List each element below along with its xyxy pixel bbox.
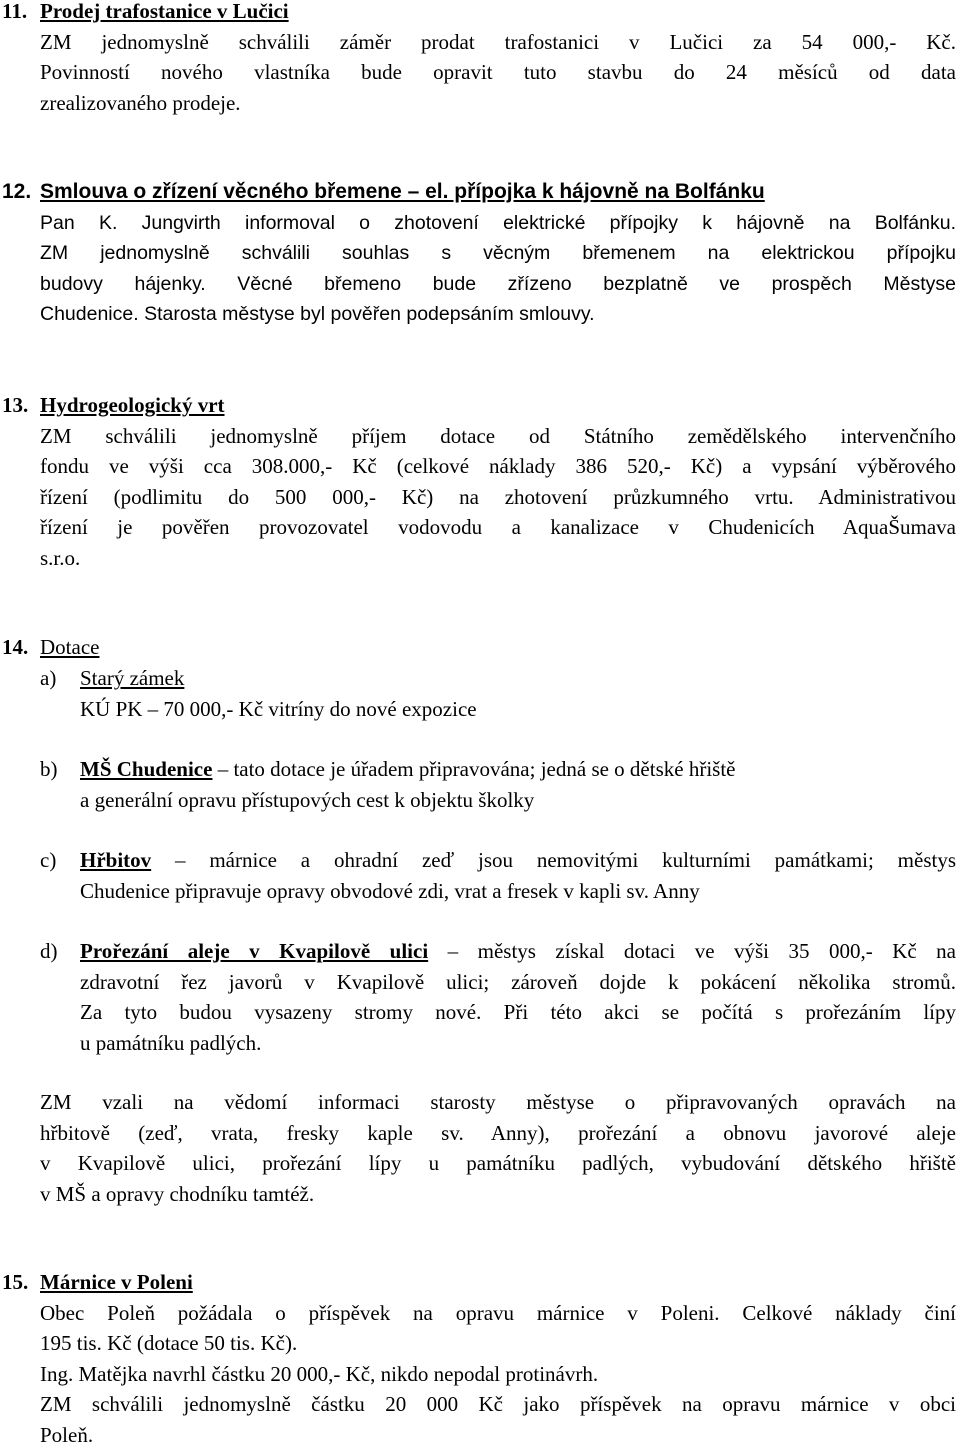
section-title: Prodej trafostanice v Lučici [40,0,289,23]
text-line: Za tyto budou vysazeny stromy nové. Při této akci se počítá s prořezáním lípy [80,997,956,1028]
text-line: KÚ PK – 70 000,- Kč vitríny do nové expozice [80,694,956,725]
text-line: ZM schválili jednomyslně částku 20 000 Kč jako příspěvek na opravu márnice v obci [40,1389,956,1420]
subsection-body [80,754,956,815]
section-15 [0,1267,956,1450]
section-14-heading [0,632,956,663]
subsection-label: d) [40,936,58,967]
section-13 [0,390,956,573]
subsection-c [40,845,956,906]
text-line: ZM vzali na vědomí informaci starosty městyse o připravovaných opravách na [40,1087,956,1118]
section-number: 12. [0,177,40,208]
section-number: 11. [0,0,40,27]
section-11-text [40,27,956,119]
text-line: s.r.o. [40,543,956,574]
text-line: fondu ve výši cca 308.000,- Kč (celkové náklady 386 520,- Kč) a vypsání výběrového [40,451,956,482]
subsection-title: Hřbitov [80,848,151,872]
text-line: v MŠ a opravy chodníku tamtéž. [40,1179,956,1210]
section-13-text [40,421,956,574]
text-line: zdravotní řez javorů v Kvapilově ulici; zároveň dojde k pokácení několika stromů. [80,967,956,998]
text-line: u památníku padlých. [80,1028,956,1059]
section-11-heading [0,0,956,27]
subsection-title: Prořezání aleje v Kvapilově ulici [80,939,428,963]
subsection-label: b) [40,754,58,785]
subsection-label: a) [40,663,56,694]
text-line: v Kvapilově ulici, prořezání lípy u památníku padlých, vybudování dětského hřiště [40,1148,956,1179]
subsection-a [40,663,956,724]
section-title: Dotace [40,635,99,659]
text-line: řízení je pověřen provozovatel vodovodu a kanalizace v Chudenicích AquaŠumava [40,512,956,543]
text-line: budovy hájenky. Věcné břemeno bude zřízeno bezplatně ve prospěch Městyse [40,269,956,300]
text-line: ZM schválili jednomyslně příjem dotace od Státního zemědělského intervenčního [40,421,956,452]
section-15-heading [0,1267,956,1298]
text-line: Pan K. Jungvirth informoval o zhotovení elektrické přípojky k hájovně na Bolfánku. [40,208,956,239]
section-15-text [40,1298,956,1450]
section-12 [0,177,956,330]
section-13-heading [0,390,956,421]
section-title: Hydrogeologický vrt [40,393,225,417]
subsection-label: c) [40,845,56,876]
text-line: a generální opravu přístupových cest k objektu školky [80,785,956,816]
text-line: ZM jednomyslně schválili záměr prodat trafostanici v Lučici za 54 000,- Kč. [40,27,956,58]
section-title: Márnice v Poleni [40,1270,193,1294]
section-number: 14. [0,632,40,663]
summary-text [40,1087,956,1209]
section-11 [0,0,956,118]
text-line: řízení (podlimitu do 500 000,- Kč) na zhotovení průzkumného vrtu. Administrativou [40,482,956,513]
text-line: ZM jednomyslně schválili souhlas s věcným břemenem na elektrickou přípojku [40,238,956,269]
section-number: 13. [0,390,40,421]
text-line: Ing. Matějka navrhl částku 20 000,- Kč, nikdo nepodal protinávrh. [40,1359,956,1390]
section-12-text [40,208,956,330]
section-title: Smlouva o zřízení věcného břemene – el. přípojka k hájovně na Bolfánku [40,180,765,203]
subsection-d [40,936,956,1058]
section-14-summary [0,1087,956,1209]
subsection-body [80,845,956,906]
text-line: – městys získal dotaci ve výši 35 000,- Kč na [428,939,956,963]
subsection-title: Starý zámek [80,663,956,694]
text-line: – tato dotace je úřadem připravována; jedná se o dětské hřiště [212,757,735,781]
section-12-heading [0,177,956,208]
section-number: 15. [0,1267,40,1298]
text-line: Poleň. [40,1420,956,1450]
subsection-body [80,663,956,724]
subsection-title: MŠ Chudenice [80,757,212,781]
text-line: Chudenice připravuje opravy obvodové zdi, vrat a fresek v kapli sv. Anny [80,876,956,907]
section-14 [0,632,956,663]
subsection-body [80,936,956,1058]
text-line: Povinností nového vlastníka bude opravit tuto stavbu do 24 měsíců od data [40,57,956,88]
subsection-b [40,754,956,815]
text-line: Chudenice. Starosta městyse byl pověřen podepsáním smlouvy. [40,299,956,330]
text-line: – márnice a ohradní zeď jsou nemovitými kulturními památkami; městys [151,848,956,872]
text-line: zrealizovaného prodeje. [40,88,956,119]
text-line: Obec Poleň požádala o příspěvek na opravu márnice v Poleni. Celkové náklady činí [40,1298,956,1329]
text-line: 195 tis. Kč (dotace 50 tis. Kč). [40,1328,956,1359]
text-line: hřbitově (zeď, vrata, fresky kaple sv. Anny), prořezání a obnovu javorové aleje [40,1118,956,1149]
